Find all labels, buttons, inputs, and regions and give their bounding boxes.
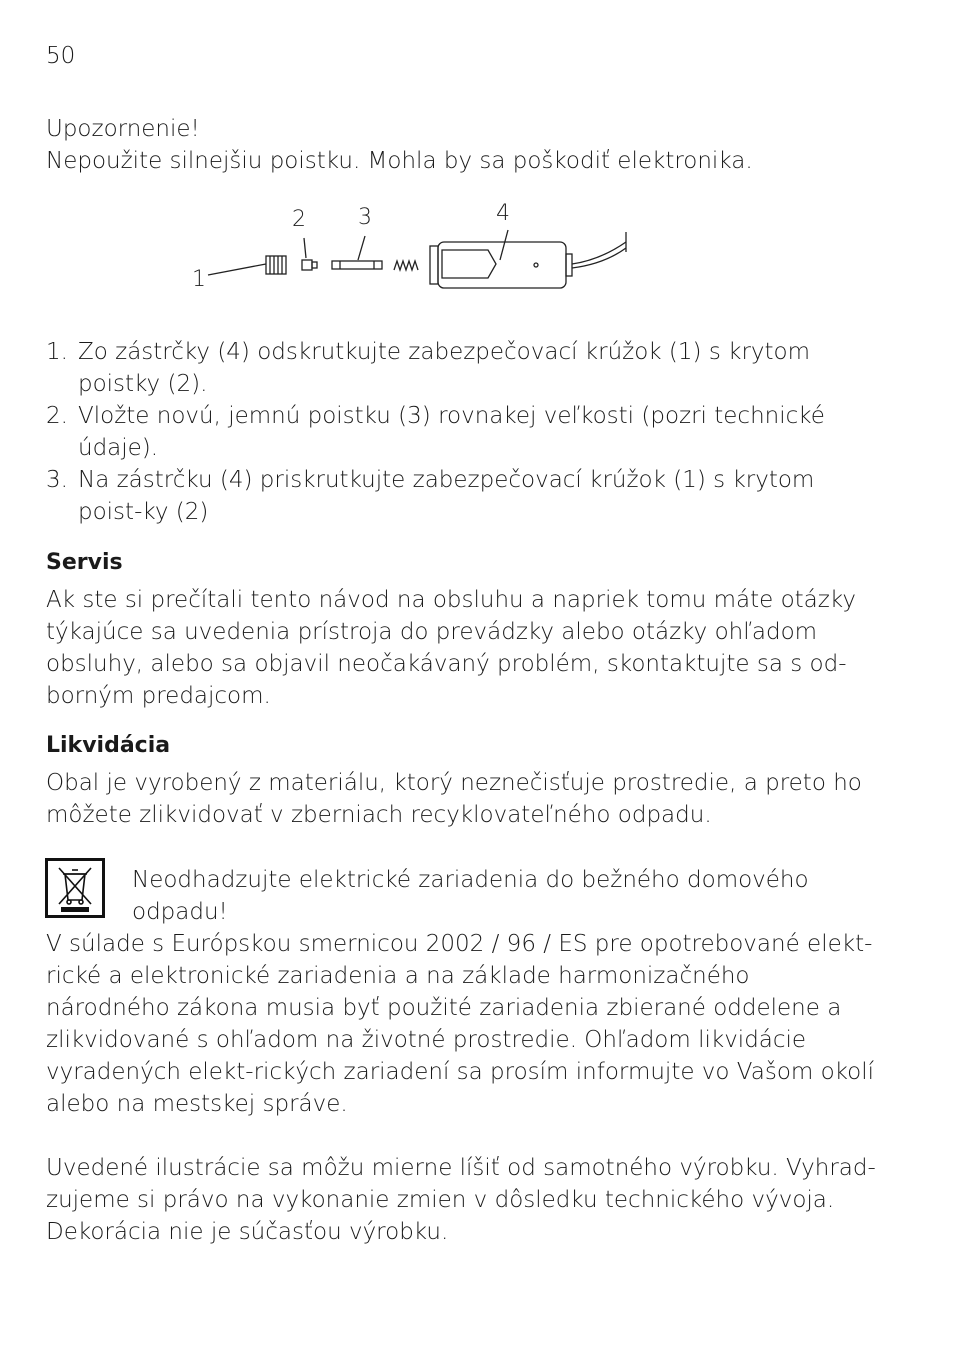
warning-text: Nepoužite silnejšiu poistku. Mohla by sa poškodiť elektronika. bbox=[46, 148, 753, 174]
fuse-assembly-diagram bbox=[180, 198, 640, 298]
crossed-out-wheelie-bin-icon bbox=[45, 858, 105, 918]
step-text: Zo zástrčky (4) odskrutkujte zabezpečovací krúžok (1) s krytom poistky (2). bbox=[78, 339, 811, 397]
servis-text: Ak ste si prečítali tento návod na obsluhu a napriek tomu máte otázky týkajúce sa uvedenia prístroja do prevádzky alebo otázky ohľadom obsluhy, alebo sa objavil neočakávaný problém, skontaktujte sa s od-borným predajcom. bbox=[46, 587, 856, 709]
step-item bbox=[46, 464, 876, 528]
warning-title: Upozornenie! bbox=[46, 116, 200, 142]
step-text: Vložte novú, jemnú poistku (3) rovnakej veľkosti (pozri technické údaje). bbox=[78, 403, 825, 461]
instruction-steps bbox=[46, 336, 876, 528]
weee-note: Neodhadzujte elektrické zariadenia do bežného domového odpadu! bbox=[132, 867, 809, 925]
step-number: 1. bbox=[46, 339, 68, 365]
likvidacia-text: Obal je vyrobený z materiálu, ktorý neznečisťuje prostredie, a preto ho môžete zlikvidovať v zberniach recyklovateľného odpadu. bbox=[46, 770, 862, 828]
servis-heading: Servis bbox=[46, 550, 123, 575]
final-note: Uvedené ilustrácie sa môžu mierne líšiť od samotného výrobku. Vyhrad-zujeme si právo na vykonanie zmien v dôsledku technického vývoja. Dekorácia nie je súčasťou výrobku. bbox=[46, 1155, 876, 1245]
step-number: 2. bbox=[46, 403, 68, 429]
page-number: 50 bbox=[46, 43, 76, 69]
warning-section bbox=[46, 113, 876, 177]
figure-label-1: 1 bbox=[192, 267, 206, 292]
step-number: 3. bbox=[46, 467, 68, 493]
weee-text: V súlade s Európskou smernicou 2002 / 96 / ES pre opotrebované elekt-rické a elektronické zariadenia a na základe harmonizačného národného zákona musia byť použité zariadenia zbierané oddelene a zlikvidované s ohľadom na životné prostredie. Ohľadom likvidácie vyradených elekt-rických zariadení sa prosím informujte vo Vašom okolí alebo na mestskej správe. bbox=[46, 931, 875, 1117]
figure-label-4: 4 bbox=[496, 201, 510, 226]
figure-label-2: 2 bbox=[292, 207, 306, 232]
fuse-diagram-svg bbox=[180, 198, 640, 298]
step-item bbox=[46, 400, 876, 464]
step-item bbox=[46, 336, 876, 400]
likvidacia-heading: Likvidácia bbox=[46, 733, 171, 758]
figure-label-3: 3 bbox=[358, 205, 372, 230]
step-text: Na zástrčku (4) priskrutkujte zabezpečovací krúžok (1) s krytom poist-ky (2) bbox=[78, 467, 815, 525]
